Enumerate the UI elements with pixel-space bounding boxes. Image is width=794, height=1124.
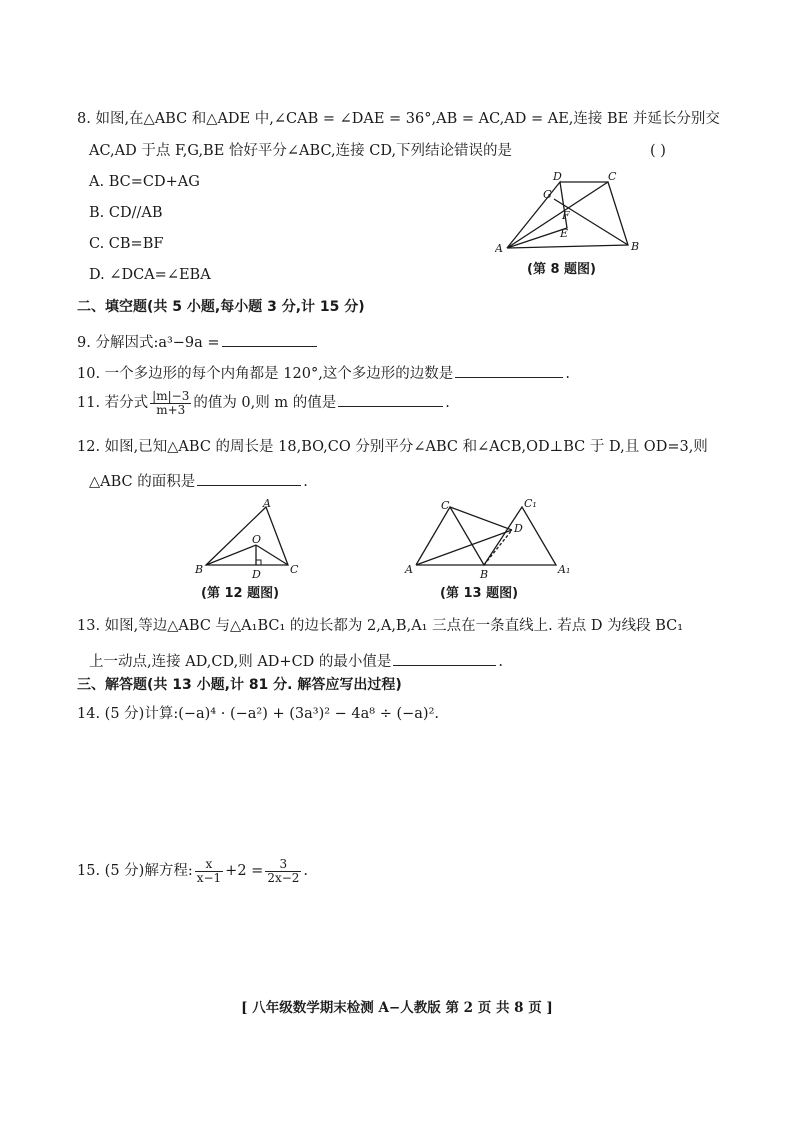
q8-label-d: D [553,170,562,183]
q11 [77,390,450,416]
q15-pre: 15. (5 分)解方程: [77,863,193,880]
q8-line2: AC,AD 于点 F,G,BE 恰好平分∠ABC,连接 CD,下列结论错误的是 [89,143,513,159]
q10-end: . [565,366,570,382]
q15-denominator-right: 2x−2 [267,870,300,885]
q12-caption: (第 12 题图) [201,586,280,601]
q13-label-d: D [514,522,523,535]
q12-label-c: C [290,563,299,576]
q15-fraction-left [195,858,223,884]
q12-label-b: B [195,563,204,576]
q8-line1: 8. 如图,在△ABC 和△ADE 中,∠CAB = ∠DAE = 36°,AB = AC,AD = AE,连接 BE 并延长分别交 [77,111,720,127]
q8-figure [495,170,655,260]
q8-option-d: D. ∠DCA=∠EBA [89,267,211,283]
q8-label-c: C [608,170,617,183]
q11-end: . [445,395,450,412]
q13-triangles [416,507,556,565]
q12-end: . [303,474,308,490]
q10-answer-blank[interactable] [455,362,563,378]
q13-answer-blank[interactable] [393,650,496,666]
q8-label-f: F [562,209,570,222]
q12-right-angle-mark [256,560,261,565]
q8-option-b: B. CD//AB [89,205,163,221]
q11-answer-blank[interactable] [338,391,443,407]
q13-label-c: C [441,499,450,512]
section2-title: 二、填空题(共 5 小题,每小题 3 分,计 15 分) [77,299,365,315]
q12-answer-blank[interactable] [197,470,301,486]
q12-line1: 12. 如图,已知△ABC 的周长是 18,BO,CO 分别平分∠ABC 和∠ACB,OD⊥BC 于 D,且 OD=3,则 [77,439,708,455]
q11-numerator: |m|−3 [152,389,190,403]
q8-label-g: G [543,188,552,201]
q12-segment-bo [206,545,256,565]
q12-label-a: A [263,497,271,510]
q12-line2-wrap [89,470,308,490]
q10-text: 10. 一个多边形的每个内角都是 120°,这个多边形的边数是 [77,366,454,382]
q13-end: . [498,654,504,670]
q15-denominator-left: x−1 [196,870,222,885]
q13-segment-cd [450,507,512,530]
q9 [77,331,319,351]
q13-label-b: B [480,568,489,581]
q8-caption: (第 8 题图) [527,262,596,277]
q13-line2-wrap [89,650,503,670]
q13-line2: 上一动点,连接 AD,CD,则 AD+CD 的最小值是 [89,654,392,670]
q9-answer-blank[interactable] [222,331,317,347]
page-footer: [ 八年级数学期末检测 A−人教版 第 2 页 共 8 页 ] [241,1000,553,1016]
q13-label-a1: A₁ [558,563,571,576]
q10 [77,362,570,382]
q15-numerator-right: 3 [265,858,301,872]
q11-pre: 11. 若分式 [77,395,149,412]
q15-fraction-right [265,858,301,884]
q8-label-e: E [560,227,569,240]
q12-triangle-abc [206,507,288,565]
section3-title: 三、解答题(共 13 小题,计 81 分. 解答应写出过程) [77,677,402,693]
q13-figure [400,495,585,585]
q12-label-o: O [252,533,262,546]
q14-text: 14. (5 分)计算:(−a)⁴ · (−a²) + (3a³)² − 4a⁸ ÷ (−a)². [77,706,439,722]
q9-text: 9. 分解因式:a³−9a = [77,335,220,351]
q15-numerator-left: x [195,858,223,872]
q13-label-c1: C₁ [524,497,537,510]
q13-label-a: A [405,563,413,576]
q12-label-d: D [252,568,261,581]
q11-post: 的值为 0,则 m 的值是 [193,395,337,412]
q8-label-b: B [631,240,640,253]
q15 [77,858,308,884]
q12-figure [190,495,310,585]
q13-caption: (第 13 题图) [440,586,519,601]
q8-option-a: A. BC=CD+AG [89,174,200,190]
q8-answer-paren: ( ) [650,143,666,159]
q11-denominator: m+3 [156,402,186,417]
q15-end: . [303,863,309,880]
q12-line2: △ABC 的面积是 [89,474,196,490]
q15-mid: +2 = [225,863,264,880]
q8-label-a: A [495,242,503,255]
q8-option-c: C. CB=BF [89,236,164,252]
q13-line1: 13. 如图,等边△ABC 与△A₁BC₁ 的边长都为 2,A,B,A₁ 三点在一条直线上. 若点 D 为线段 BC₁ [77,618,684,634]
q11-fraction [150,390,191,416]
